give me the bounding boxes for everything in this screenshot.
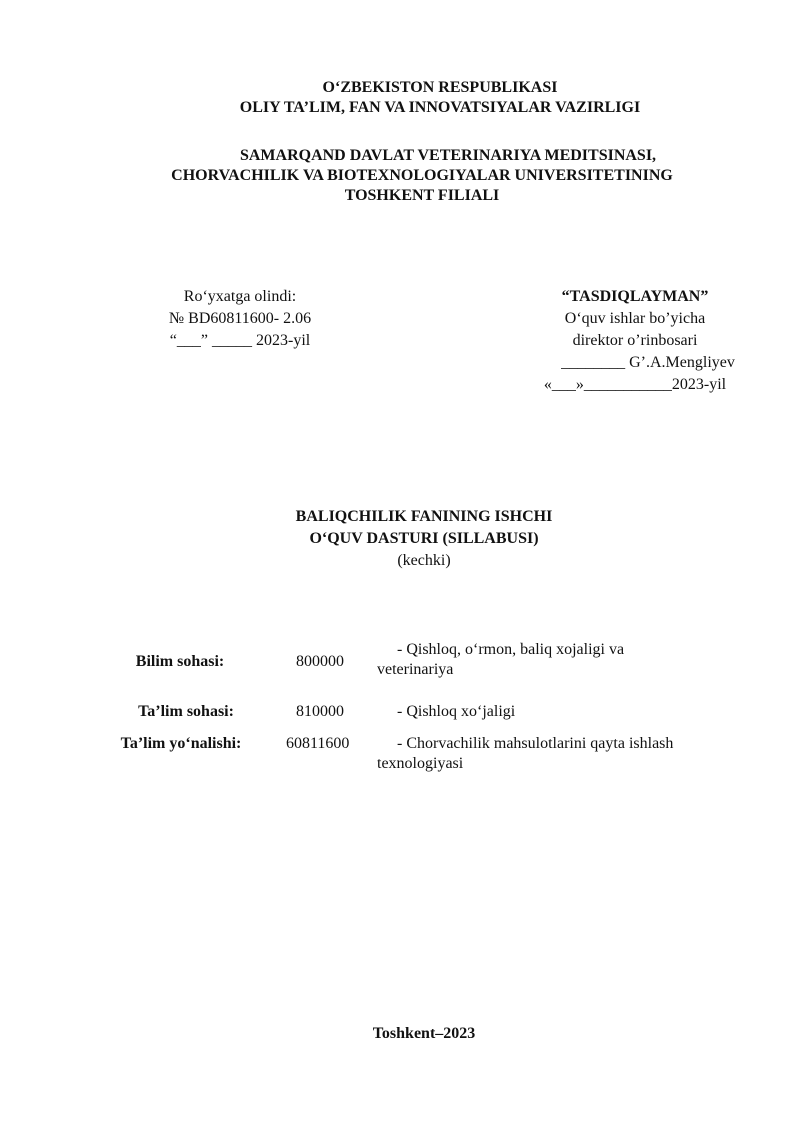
info-description-line-1: - Qishloq, o‘rmon, baliq xojaligi va xyxy=(397,641,625,658)
info-label: Bilim sohasi: xyxy=(135,653,225,670)
document-title-line-1: BALIQCHILIK FANINING ISHCHI xyxy=(295,508,553,525)
info-row-talim-yonalishi xyxy=(0,734,800,778)
university-line-3: TOSHKENT FILIALI xyxy=(344,187,500,204)
info-description-line-1: - Qishloq xo‘jaligi xyxy=(397,703,516,720)
info-code: 60811600 xyxy=(286,735,350,752)
approval-line-2: direktor o’rinbosari xyxy=(572,332,698,349)
approval-signature: ________ G’.A.Mengliyev xyxy=(561,354,735,371)
registration-block xyxy=(110,286,370,352)
info-label: Ta’lim sohasi: xyxy=(138,703,234,720)
document-title-line-3: (kechki) xyxy=(397,552,451,569)
info-description-line-1: - Chorvachilik mahsulotlarini qayta ishlash xyxy=(397,735,674,752)
footer-place-year: Toshkent–2023 xyxy=(372,1025,476,1042)
info-label: Ta’lim yo‘nalishi: xyxy=(120,735,242,752)
info-description-line-2: texnologiyasi xyxy=(377,755,464,772)
info-code: 800000 xyxy=(296,653,344,670)
document-title xyxy=(0,506,800,572)
info-description-line-2: veterinariya xyxy=(377,661,454,678)
info-description xyxy=(377,734,717,774)
info-code: 810000 xyxy=(296,703,344,720)
info-row-talim-sohasi xyxy=(0,702,800,724)
ministry-line-1: O‘ZBEKISTON RESPUBLIKASI xyxy=(322,79,558,96)
registration-date: “___” _____ 2023-yil xyxy=(169,332,311,349)
university-line-2: CHORVACHILIK VA BIOTEXNOLOGIYALAR UNIVERSITETINING xyxy=(171,167,673,184)
approval-title: “TASDIQLAYMAN” xyxy=(561,288,709,305)
approval-date: «___»___________2023-yil xyxy=(543,376,727,393)
info-description xyxy=(377,640,717,680)
info-row-bilim-sohasi xyxy=(0,640,800,684)
university-line-1: SAMARQAND DAVLAT VETERINARIYA MEDITSINASI, xyxy=(239,147,657,164)
ministry-line-2: OLIY TA’LIM, FAN VA INNOVATSIYALAR VAZIRLIGI xyxy=(239,99,641,116)
registration-label: Ro‘yxatga olindi: xyxy=(183,288,297,305)
approval-block xyxy=(500,286,770,396)
ministry-heading xyxy=(0,78,800,118)
approval-line-1: O‘quv ishlar bo’yicha xyxy=(564,310,706,327)
registration-number: № BD60811600- 2.06 xyxy=(168,310,312,327)
info-description xyxy=(377,702,717,722)
university-heading-cont xyxy=(0,166,800,206)
document-title-line-2: O‘QUV DASTURI (SILLABUSI) xyxy=(309,530,539,547)
university-heading xyxy=(0,146,800,166)
